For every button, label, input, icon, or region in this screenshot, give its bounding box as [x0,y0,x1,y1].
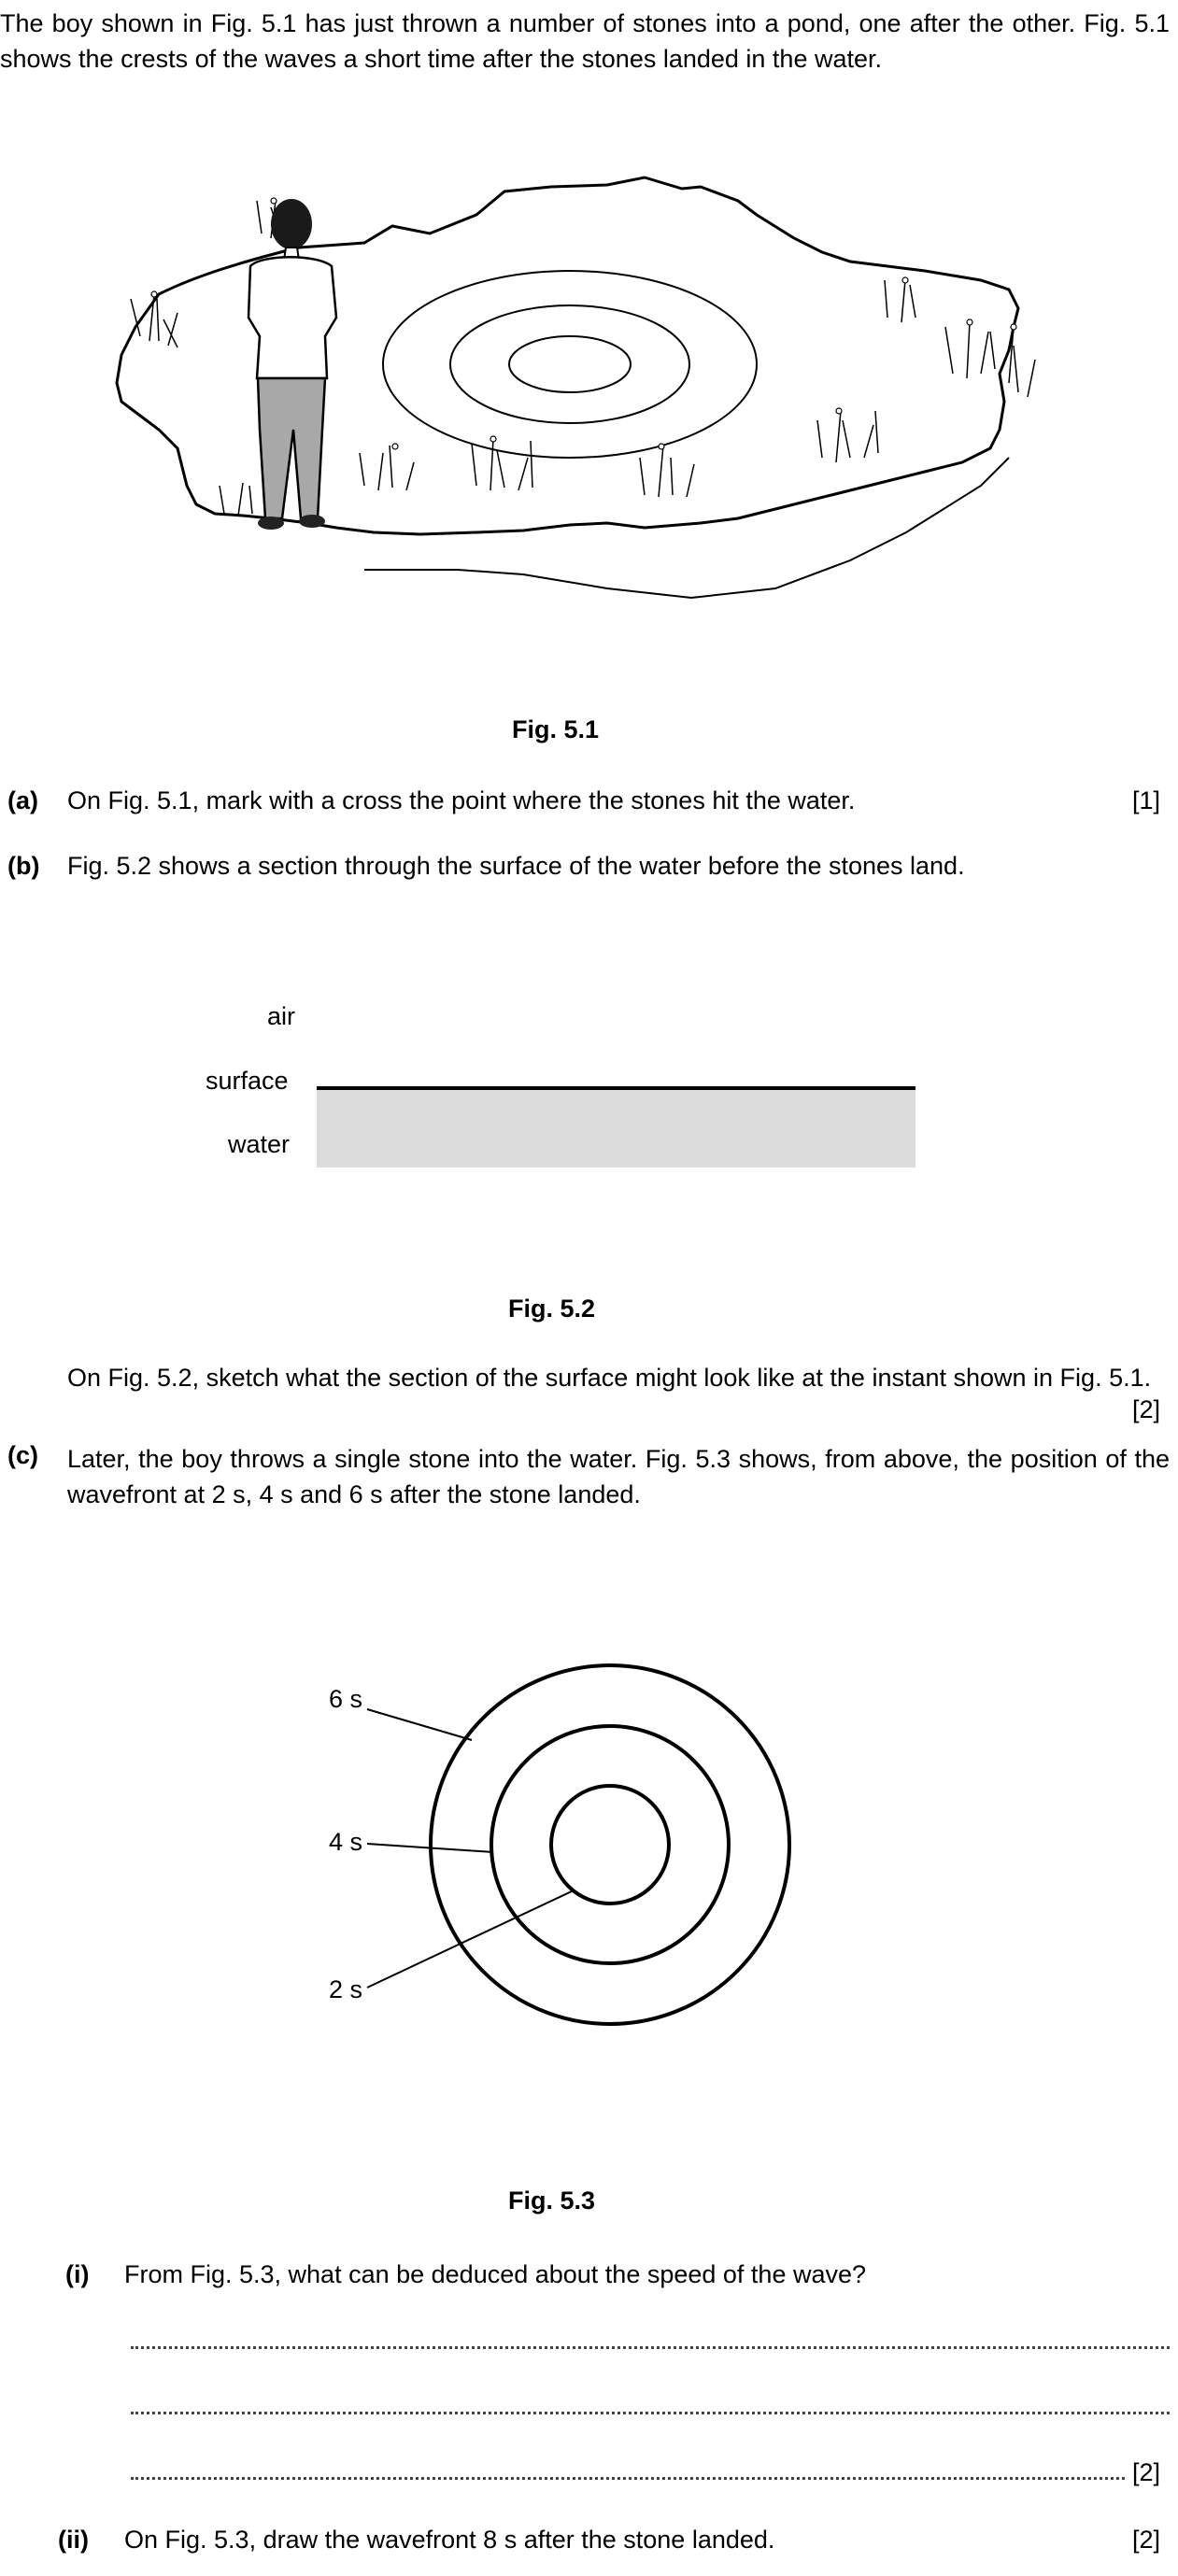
part-c-i-label: (i) [65,2260,90,2288]
fig-5-3-label-2s: 2 s [329,1975,363,2003]
part-b-text: Fig. 5.2 shows a section through the surface of the water before the stones land. [67,852,965,880]
wave-crest-inner [509,336,631,392]
part-a-marks: [1] [1132,786,1161,814]
intro-text: The boy shown in Fig. 5.1 has just thrown a number of stones into a pond, one after the other. Fig. 5.1 shows the crests of the waves a short time after the stones landed in the water. [0,9,1170,73]
fig-5-3-wavefronts [0,1588,1178,2036]
fig-5-2-water-label: water [228,1130,291,1158]
wavefront-4s [491,1726,729,1963]
part-b-instruction: On Fig. 5.2, sketch what the section of the surface might look like at the instant shown in Fig. 5.1. [67,1364,1152,1392]
leader-6s [367,1709,472,1740]
fig-5-2-water-region [317,1088,915,1168]
part-c-ii-text: On Fig. 5.3, draw the wavefront 8 s after the stone landed. [124,2526,775,2554]
wave-crest-middle [450,305,689,423]
part-c-label: (c) [7,1441,38,1469]
fig-5-3-caption: Fig. 5.3 [508,2187,596,2215]
wavefront-2s [551,1786,669,1904]
fig-5-3-label-4s: 4 s [329,1828,363,1856]
part-c-i-marks: [2] [1132,2458,1161,2486]
fig-5-1-caption: Fig. 5.1 [512,715,600,743]
part-c-text: Later, the boy throws a single stone into the water. Fig. 5.3 shows, from above, the position of the wavefront at 2 s, 4 s and 6 s after the stone landed. [67,1445,1170,1508]
part-c-ii-label: (ii) [58,2526,89,2554]
fig-5-2-surface-label: surface [206,1067,289,1095]
fig-5-3-label-6s: 6 s [329,1685,363,1713]
answer-line-1[interactable] [131,2342,1170,2349]
bank-edge [364,458,1009,598]
part-b-marks: [2] [1132,1395,1161,1423]
answer-line-3[interactable] [131,2473,1125,2480]
part-a-label: (a) [7,786,38,814]
fig-5-2-air-label: air [267,1002,296,1030]
pond-outline [117,177,1018,534]
wave-crest-outer [383,271,757,458]
part-c-i-text: From Fig. 5.3, what can be deduced about the speed of the wave? [124,2260,867,2288]
leader-2s [367,1890,574,1988]
fig-5-2-surface-line [317,1086,915,1090]
fig-5-1-illustration [84,149,1046,672]
boy-figure [248,199,336,530]
answer-line-2[interactable] [131,2408,1170,2414]
wavefront-6s [431,1665,789,2024]
part-a-text: On Fig. 5.1, mark with a cross the point where the stones hit the water. [67,786,856,814]
part-b-label: (b) [7,852,40,880]
fig-5-2-caption: Fig. 5.2 [508,1295,596,1323]
part-c-ii-marks: [2] [1132,2526,1161,2554]
